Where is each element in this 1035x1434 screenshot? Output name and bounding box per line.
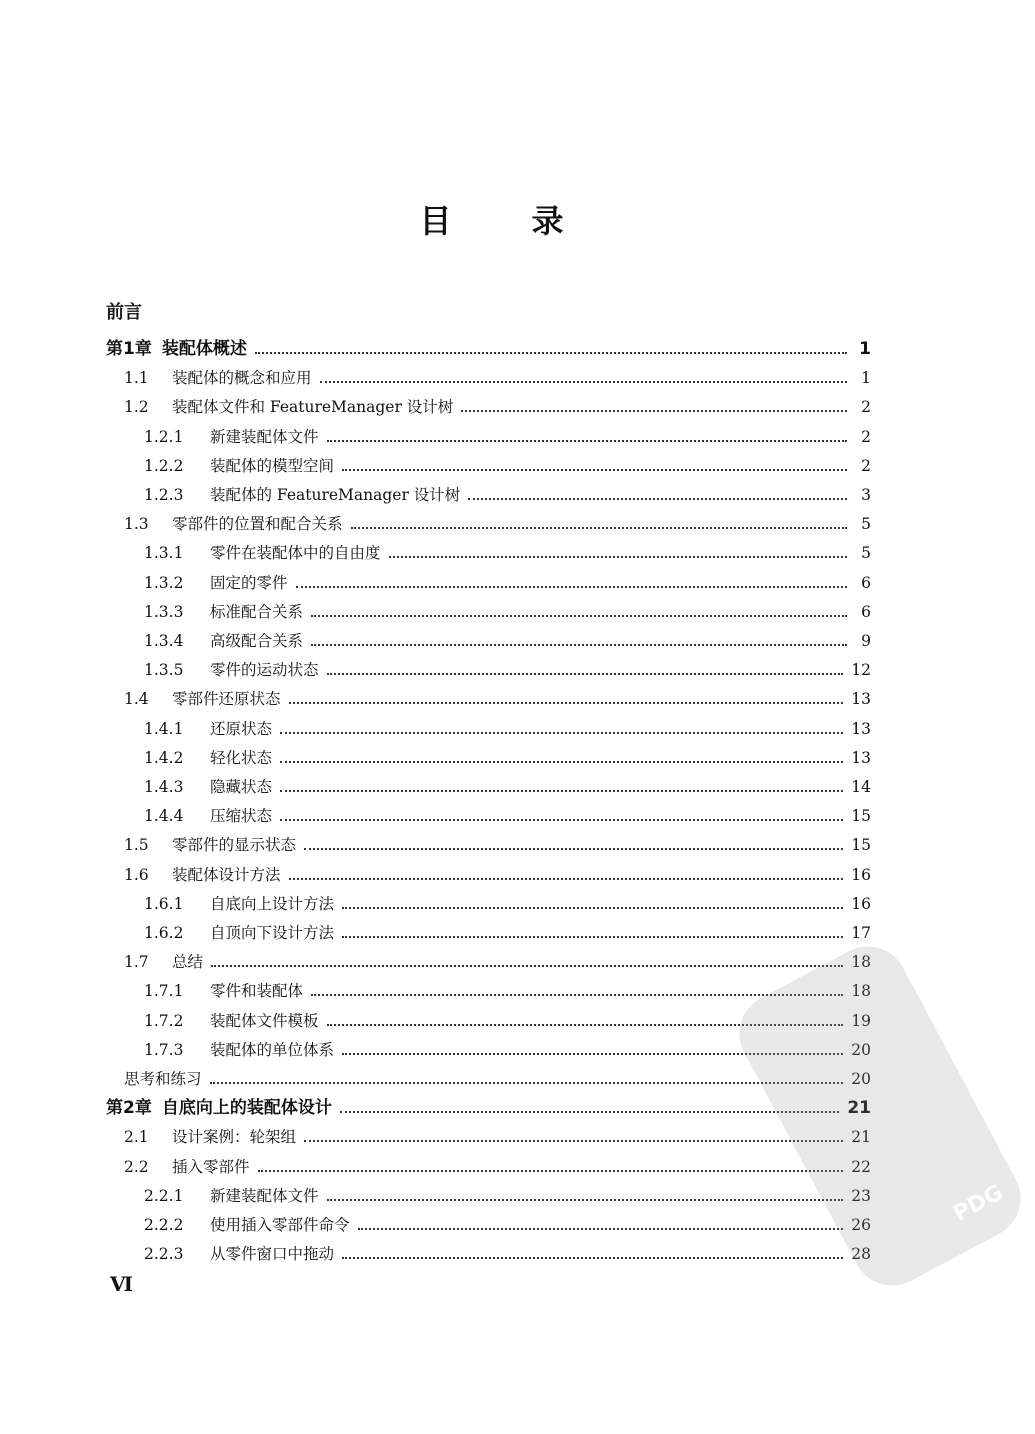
toc-leader-dots — [296, 586, 847, 588]
toc-page-number: 13 — [851, 690, 871, 709]
toc-entry[interactable] — [124, 1148, 871, 1177]
toc-label: 使用插入零部件命令 — [210, 1216, 350, 1234]
toc-label: 自顶向下设计方法 — [210, 924, 335, 942]
toc-entry[interactable] — [124, 680, 871, 709]
toc-leader-dots — [340, 1111, 839, 1113]
title-char-1: 目 — [419, 202, 452, 240]
toc-entry[interactable] — [124, 388, 871, 417]
page-title — [0, 196, 983, 242]
toc-leader-dots — [280, 790, 843, 792]
toc-chapter[interactable] — [106, 330, 871, 359]
toc-label: 装配体的 FeatureManager 设计树 — [210, 486, 461, 504]
toc-page-number: 28 — [851, 1245, 871, 1264]
toc-entry[interactable] — [144, 914, 871, 943]
toc-number: 1.6.1 — [144, 894, 184, 913]
toc-entry[interactable] — [124, 1118, 871, 1147]
toc-page-number: 22 — [851, 1157, 871, 1176]
toc-number: 1.5 — [124, 836, 149, 855]
toc-page-number: 16 — [851, 894, 871, 913]
toc-label: 压缩状态 — [210, 807, 273, 826]
toc-label: 设计案例：轮架组 — [172, 1128, 297, 1147]
toc-label: 固定的零件 — [210, 573, 288, 592]
toc-leader-dots — [280, 732, 843, 734]
toc-label: 装配体文件和 FeatureManager 设计树 — [172, 398, 454, 417]
toc-leader-dots — [342, 1257, 843, 1259]
toc-number: 2.1 — [124, 1128, 149, 1147]
toc-page-number: 18 — [851, 982, 871, 1001]
toc-page-number: 16 — [851, 865, 871, 884]
toc-number: 1.3.4 — [144, 632, 184, 650]
toc-entry[interactable] — [144, 1177, 871, 1206]
toc-label: 新建装配体文件 — [210, 1186, 319, 1205]
toc-number: 1.3.2 — [144, 573, 184, 592]
toc-number: 1.6 — [124, 865, 149, 884]
toc-label: 新建装配体文件 — [210, 427, 319, 446]
toc-number: 第1章 — [106, 339, 152, 359]
toc-entry[interactable] — [144, 739, 871, 768]
toc-entry[interactable] — [144, 1206, 871, 1235]
toc-page-number: 23 — [851, 1186, 871, 1205]
toc-leader-dots — [342, 469, 847, 471]
toc-leader-dots — [327, 1199, 844, 1201]
toc-leader-dots — [351, 527, 847, 529]
toc-entry[interactable] — [144, 476, 871, 505]
toc-leader-dots — [327, 673, 844, 675]
toc-number: 1.3 — [124, 515, 149, 534]
toc-entry[interactable] — [124, 943, 871, 972]
toc-page-number: 9 — [861, 632, 871, 650]
toc-number: 1.2.1 — [144, 427, 184, 446]
toc-label: 轻化状态 — [210, 748, 273, 767]
toc-leader-dots — [320, 381, 847, 383]
toc-entry[interactable] — [144, 534, 871, 563]
toc-chapter[interactable] — [106, 1089, 871, 1118]
toc-number: 1.4.1 — [144, 719, 184, 738]
toc-leader-dots — [358, 1228, 844, 1230]
toc-page-number: 15 — [851, 836, 871, 855]
toc-label: 装配体文件模板 — [210, 1011, 319, 1030]
page-number: Ⅵ — [110, 1272, 132, 1296]
toc-page-number: 2 — [861, 427, 871, 446]
toc-leader-dots — [389, 556, 847, 558]
toc-number: 1.1 — [124, 369, 149, 388]
toc-entry[interactable] — [144, 797, 871, 826]
toc-number: 1.4 — [124, 690, 149, 709]
toc-number: 1.2.2 — [144, 456, 184, 475]
toc-entry[interactable] — [124, 359, 871, 388]
title-char-2: 录 — [531, 202, 564, 240]
toc-label: 装配体的概念和应用 — [172, 369, 312, 388]
toc-number: 1.4.2 — [144, 748, 184, 767]
toc-leader-dots — [289, 702, 844, 704]
toc-page-number: 21 — [851, 1128, 871, 1147]
toc-page-number: 12 — [851, 661, 871, 680]
toc-leader-dots — [461, 410, 847, 412]
toc-entry[interactable] — [144, 885, 871, 914]
toc-label: 还原状态 — [210, 719, 273, 738]
toc-entry[interactable] — [124, 826, 871, 855]
toc-leader-dots — [210, 1082, 844, 1084]
toc-entry[interactable] — [124, 856, 871, 885]
toc-label: 从零件窗口中拖动 — [210, 1245, 335, 1264]
toc-leader-dots — [342, 907, 843, 909]
toc-entry[interactable] — [144, 651, 871, 680]
toc-entry[interactable] — [144, 447, 871, 476]
toc-page-number: 1 — [861, 369, 871, 388]
toc-entry[interactable] — [144, 593, 871, 622]
toc-page-number: 1 — [859, 339, 871, 359]
toc-entry[interactable] — [144, 564, 871, 593]
toc-leader-dots — [280, 761, 843, 763]
toc-label: 零件和装配体 — [210, 982, 304, 1001]
toc-label: 总结 — [172, 953, 204, 972]
toc-label: 零部件的位置和配合关系 — [172, 515, 343, 534]
toc-label: 自底向上设计方法 — [210, 894, 335, 913]
toc-entry[interactable] — [124, 505, 871, 534]
toc-label: 装配体概述 — [161, 339, 247, 359]
toc-number: 1.7.2 — [144, 1011, 184, 1030]
toc-number: 2.2 — [124, 1157, 149, 1176]
toc-label: 自底向上的装配体设计 — [161, 1098, 332, 1119]
toc-page-number: 21 — [847, 1098, 871, 1119]
toc-leader-dots — [258, 1170, 844, 1172]
toc-label: 零部件的显示状态 — [172, 836, 297, 855]
toc-entry[interactable] — [144, 710, 871, 739]
toc-label: 高级配合关系 — [210, 632, 304, 650]
toc-label: 零件的运动状态 — [210, 661, 319, 680]
toc-label: 插入零部件 — [172, 1157, 250, 1176]
toc-entry[interactable] — [144, 418, 871, 447]
toc-label: 零部件还原状态 — [172, 690, 281, 709]
toc-leader-dots — [280, 819, 843, 821]
toc-leader-dots — [311, 644, 847, 646]
toc-number: 1.2 — [124, 398, 149, 417]
toc-number: 2.2.3 — [144, 1245, 184, 1264]
toc-page-number: 20 — [851, 1070, 871, 1088]
toc-number: 1.7.1 — [144, 982, 184, 1001]
toc-preface[interactable]: 前言 — [106, 302, 142, 323]
toc-page-number: 15 — [851, 807, 871, 826]
toc-page-number: 17 — [851, 924, 871, 942]
toc-leader-dots — [304, 1140, 843, 1142]
toc-number: 1.4.3 — [144, 778, 184, 796]
toc-page-number: 19 — [851, 1011, 871, 1030]
toc-label: 装配体的模型空间 — [210, 456, 335, 475]
toc-label: 隐藏状态 — [210, 778, 273, 796]
toc-number: 1.2.3 — [144, 486, 184, 504]
toc-number: 1.7 — [124, 953, 149, 972]
toc-page-number: 2 — [861, 398, 871, 417]
toc-page-number: 3 — [861, 486, 871, 504]
toc-leader-dots — [327, 440, 847, 442]
toc-label: 装配体设计方法 — [172, 865, 281, 884]
toc-entry[interactable] — [144, 1235, 871, 1264]
toc-number: 1.4.4 — [144, 807, 184, 826]
toc-page-number: 18 — [851, 953, 871, 972]
toc-label: 标准配合关系 — [210, 602, 304, 621]
toc-label: 装配体的单位体系 — [210, 1040, 335, 1059]
toc-number: 2.2.2 — [144, 1216, 184, 1234]
toc-leader-dots — [289, 878, 844, 880]
toc-number: 1.3.1 — [144, 544, 184, 563]
toc-entry[interactable] — [144, 622, 871, 651]
toc-number: 1.6.2 — [144, 924, 184, 942]
toc-page-number: 14 — [851, 778, 871, 796]
toc-leader-dots — [311, 615, 847, 617]
toc-page-number: 26 — [851, 1216, 871, 1234]
watermark-text: PDG — [949, 1180, 1008, 1227]
toc-page-number: 6 — [861, 573, 871, 592]
toc-number: 1.7.3 — [144, 1040, 184, 1059]
toc-label: 零件在装配体中的自由度 — [210, 544, 381, 563]
toc-page-number: 20 — [851, 1040, 871, 1059]
toc-page-number: 5 — [861, 544, 871, 563]
toc-leader-dots — [468, 498, 847, 500]
toc-page-number: 5 — [861, 515, 871, 534]
toc-leader-dots — [342, 936, 843, 938]
toc-page-number: 2 — [861, 456, 871, 475]
toc-leader-dots — [304, 848, 843, 850]
toc-number: 1.3.3 — [144, 602, 184, 621]
toc-entry[interactable] — [144, 768, 871, 797]
toc-page-number: 13 — [851, 719, 871, 738]
toc-leader-dots — [211, 965, 843, 967]
toc-number: 2.2.1 — [144, 1186, 184, 1205]
toc-label: 思考和练习 — [124, 1070, 202, 1088]
toc-number: 第2章 — [106, 1098, 152, 1119]
toc-leader-dots — [255, 352, 847, 354]
toc-page-number: 6 — [861, 602, 871, 621]
toc-number: 1.3.5 — [144, 661, 184, 680]
toc-page-number: 13 — [851, 748, 871, 767]
